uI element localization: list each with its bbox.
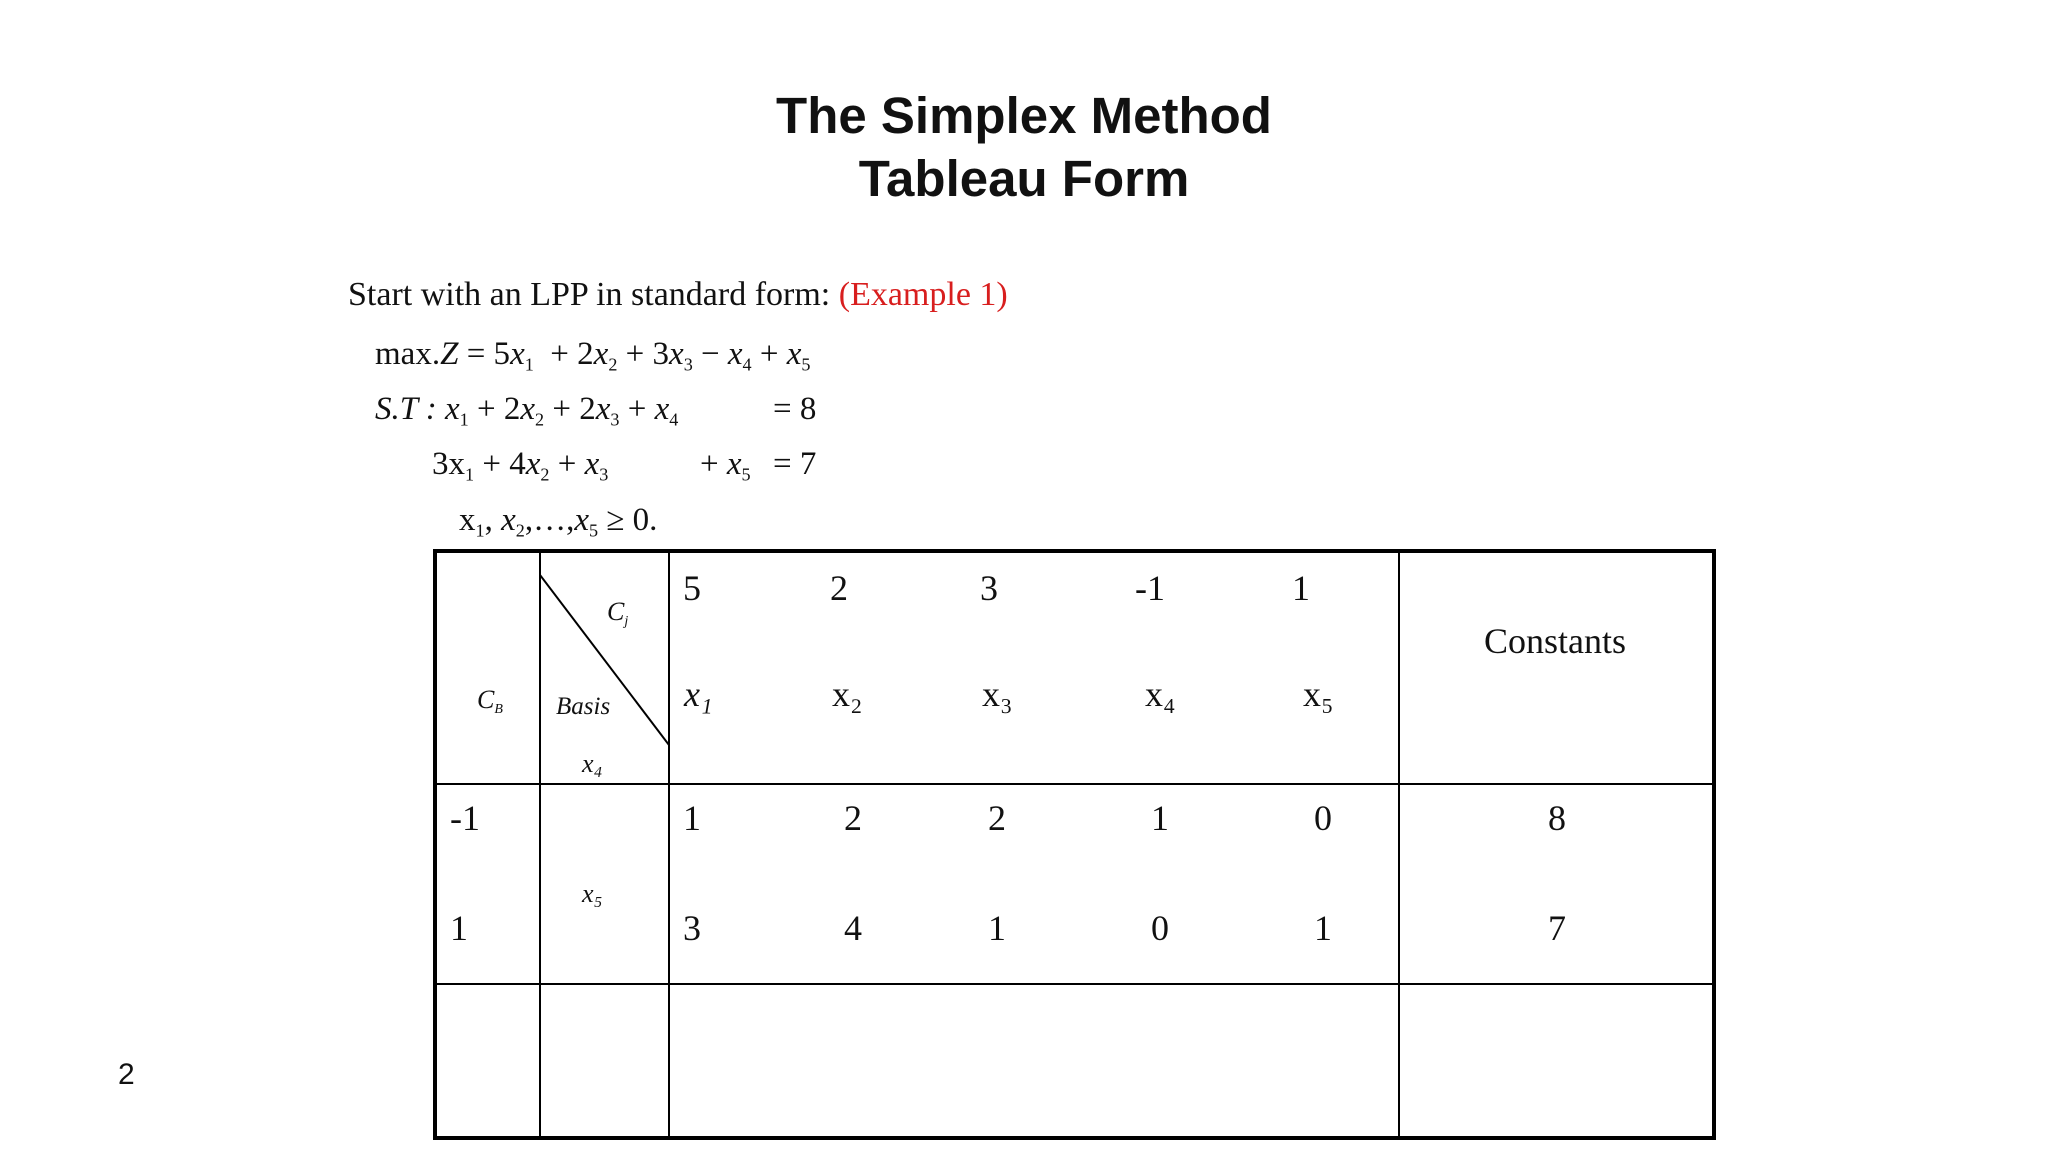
coef-r1-x5: 0 — [1314, 798, 1332, 838]
coef-r1-x3: 2 — [988, 798, 1006, 838]
cb-label: $C_B$ — [477, 685, 503, 717]
cj-value-x1: 5 — [683, 568, 701, 608]
constants-header: Constants — [1484, 621, 1627, 661]
constraint-2-rhs: = 7 — [773, 446, 817, 482]
basis-var-row1: x₄ — [582, 749, 603, 778]
coef-r2-x4: 0 — [1151, 908, 1169, 948]
coef-r1-x1: 1 — [683, 798, 701, 838]
col-divider-constants — [1398, 553, 1400, 1136]
constraint-2-x5: + $x_5$ — [700, 446, 751, 485]
var-header-x4: x₄ — [1145, 674, 1176, 714]
constraint-2: $3x_1 + 4x_2 + x_3$ — [432, 446, 609, 485]
objective-prefix: max. — [375, 336, 441, 372]
constraint-1-rhs: = 8 — [773, 391, 817, 427]
slide-title-line2: Tableau Form — [858, 150, 1190, 207]
cj-value-x5: 1 — [1292, 568, 1310, 608]
cb-row1: -1 — [450, 798, 480, 838]
cj-value-x3: 3 — [980, 568, 998, 608]
coef-r2-x3: 1 — [988, 908, 1006, 948]
var-header-x1: x₁ — [684, 674, 713, 714]
nonnegativity: $x_1$, $x_2,\dots,x_5 \ge 0$. — [459, 502, 658, 541]
basis-label: Basis — [556, 693, 611, 720]
slide-title-line1: The Simplex Method — [776, 87, 1272, 144]
constant-row2: 7 — [1548, 908, 1566, 948]
intro-label: Start with an LPP in standard form: — [348, 276, 839, 313]
basis-var-row2: x₅ — [582, 879, 603, 908]
cj-value-x2: 2 — [830, 568, 848, 608]
var-header-x5: x₅ — [1303, 674, 1334, 714]
constant-row1: 8 — [1548, 798, 1566, 838]
var-header-x2: x₂ — [832, 674, 863, 714]
objective-function: $\max.Z = 5x_1 + 2x_2 + 3x_3 - x_4 + x_5$ — [375, 336, 811, 375]
coef-r2-x5: 1 — [1314, 908, 1332, 948]
row-divider-body — [437, 983, 1712, 985]
var-header-x3: x₃ — [982, 674, 1013, 714]
coef-r1-x4: 1 — [1151, 798, 1169, 838]
nonneg-symbol: ≥ 0. — [606, 502, 658, 538]
cb-row2: 1 — [450, 908, 468, 948]
constraint-prefix: S.T : — [375, 391, 437, 427]
intro-text — [348, 276, 1008, 314]
constraint-1: S.T : $x_1 + 2x_2 + 2x_3 + x_4$ — [375, 391, 679, 430]
cj-label: $C_j$ — [607, 597, 629, 629]
coef-r1-x2: 2 — [844, 798, 862, 838]
simplex-tableau — [433, 549, 1716, 1140]
row-divider-header — [437, 783, 1712, 785]
cj-value-x4: -1 — [1135, 568, 1165, 608]
slide-number: 2 — [118, 1058, 135, 1091]
example-label: (Example 1) — [838, 276, 1008, 313]
coef-r2-x1: 3 — [683, 908, 701, 948]
coef-r2-x2: 4 — [844, 908, 862, 948]
